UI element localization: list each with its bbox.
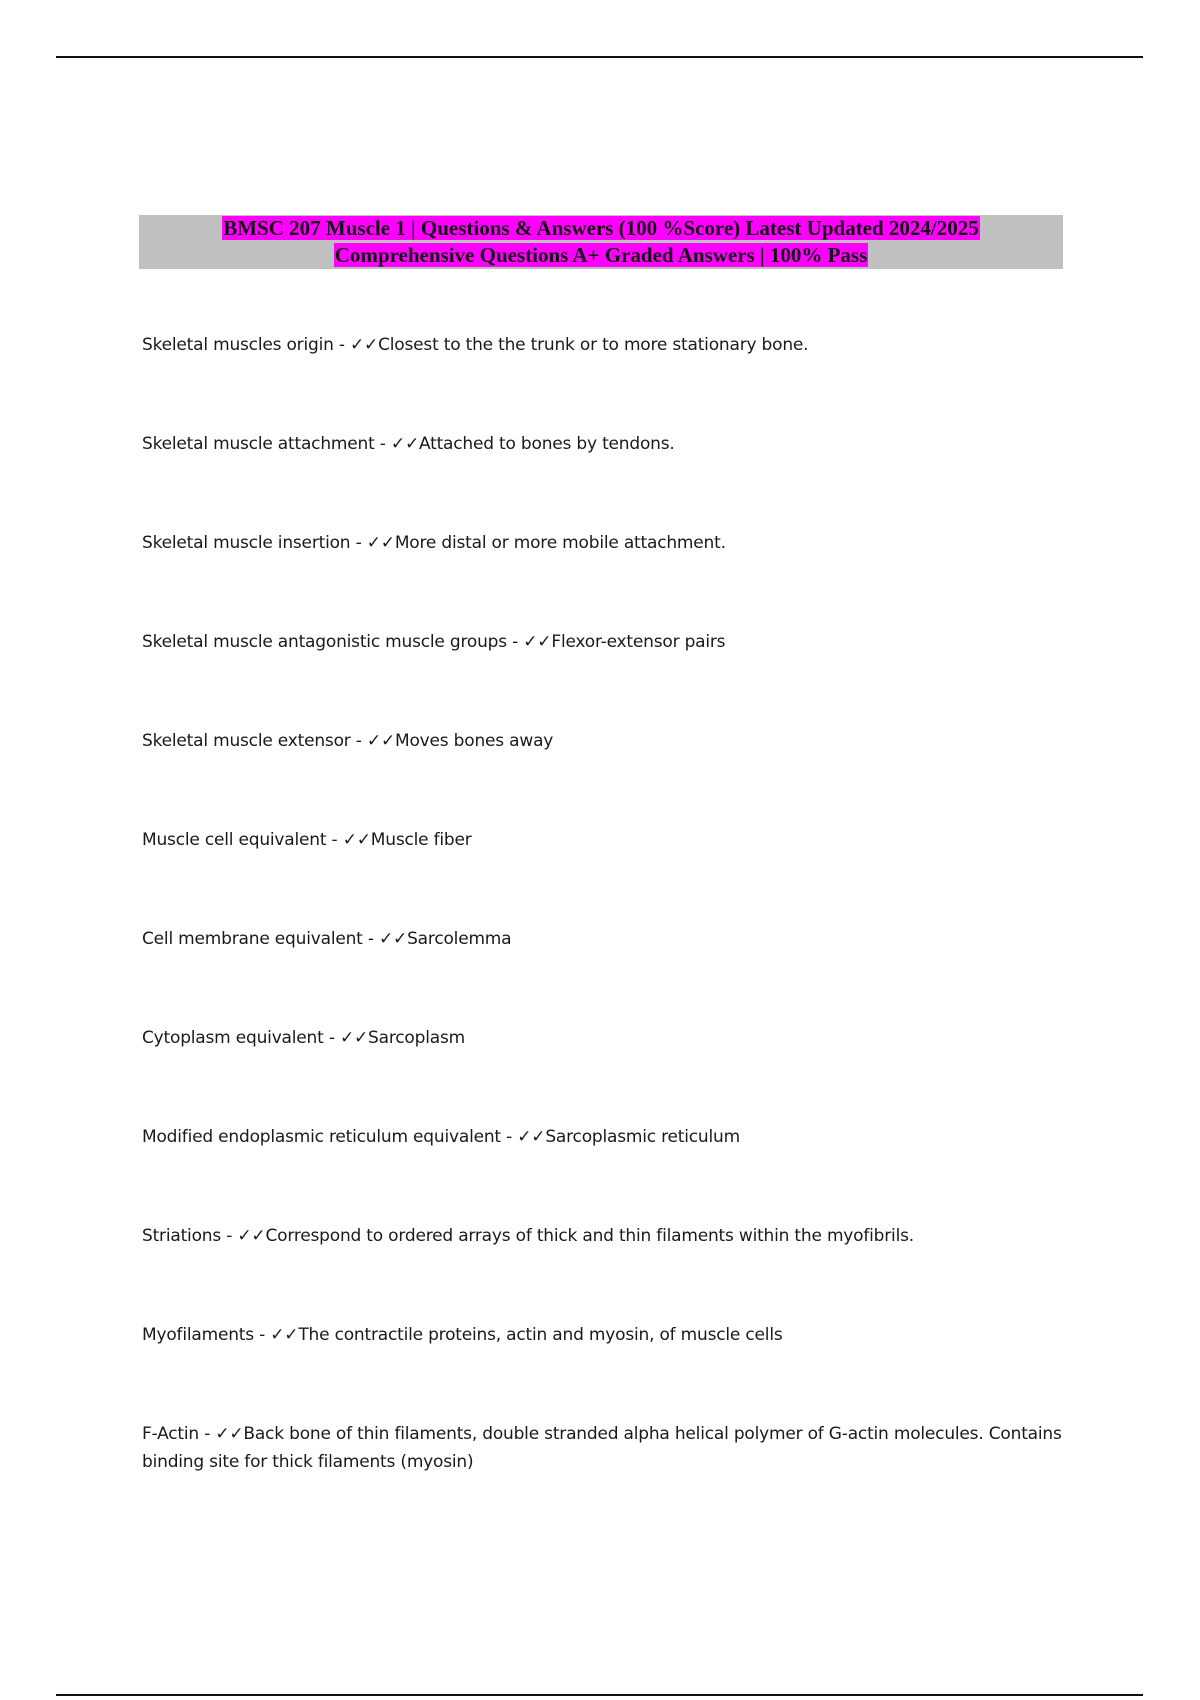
double-check-icon: ✓✓ (366, 533, 395, 553)
top-rule (56, 56, 1143, 58)
qa-answer: Flexor-extensor pairs (551, 632, 726, 652)
qa-term: Skeletal muscle extensor (142, 731, 351, 751)
qa-separator: - (350, 533, 367, 553)
qa-separator: - (350, 731, 367, 751)
qa-answer: Sarcoplasmic reticulum (545, 1127, 740, 1147)
document-title-line-2: Comprehensive Questions A+ Graded Answers | 100% Pass (334, 243, 868, 267)
double-check-icon: ✓✓ (350, 335, 379, 355)
document-title-banner (139, 215, 1063, 269)
qa-item (142, 727, 1082, 755)
qa-item (142, 1222, 1082, 1250)
qa-list (142, 331, 1082, 1547)
double-check-icon: ✓✓ (339, 1028, 369, 1048)
double-check-icon: ✓✓ (366, 731, 396, 751)
double-check-icon: ✓✓ (523, 632, 552, 652)
qa-item (142, 1123, 1082, 1151)
qa-separator: - (221, 1226, 238, 1246)
qa-item (142, 1420, 1082, 1476)
document-title-line-1: BMSC 207 Muscle 1 | Questions & Answers (100 %Score) Latest Updated 2024/2025 (223, 216, 979, 240)
qa-answer: Attached to bones by tendons. (419, 434, 675, 454)
qa-item (142, 1321, 1082, 1349)
qa-item (142, 925, 1082, 953)
qa-separator: - (374, 434, 391, 454)
qa-answer: More distal or more mobile attachment. (394, 533, 726, 553)
qa-item (142, 529, 1082, 557)
qa-term: Muscle cell equivalent (142, 830, 327, 850)
qa-item (142, 628, 1082, 656)
qa-term: Skeletal muscle antagonistic muscle groups (142, 632, 507, 652)
qa-answer: Muscle fiber (370, 830, 472, 850)
qa-term: Skeletal muscle insertion (142, 533, 351, 553)
qa-answer: Closest to the the trunk or to more stationary bone. (378, 335, 809, 355)
qa-separator: - (323, 1028, 340, 1048)
qa-term: Myofilaments (142, 1325, 254, 1345)
qa-separator: - (506, 632, 524, 652)
qa-term: Cytoplasm equivalent (142, 1028, 324, 1048)
qa-answer: Sarcoplasm (368, 1028, 465, 1048)
qa-term: Modified endoplasmic reticulum equivalent (142, 1127, 501, 1147)
double-check-icon: ✓✓ (270, 1325, 299, 1345)
qa-answer: Sarcolemma (407, 929, 512, 949)
qa-separator: - (326, 830, 343, 850)
double-check-icon: ✓✓ (237, 1226, 266, 1246)
qa-term: Skeletal muscles origin (142, 335, 334, 355)
double-check-icon: ✓✓ (342, 830, 371, 850)
qa-term: Cell membrane equivalent (142, 929, 363, 949)
qa-separator: - (500, 1127, 518, 1147)
double-check-icon: ✓✓ (215, 1424, 244, 1444)
qa-answer: Moves bones away (395, 731, 554, 751)
qa-item (142, 331, 1082, 359)
qa-term: Skeletal muscle attachment (142, 434, 375, 454)
qa-item (142, 826, 1082, 854)
qa-separator: - (198, 1424, 216, 1444)
double-check-icon: ✓✓ (390, 434, 419, 454)
qa-answer: Back bone of thin filaments, double stranded alpha helical polymer of G-actin molecules. Contains binding site for thick filaments (myosin) (142, 1424, 1062, 1472)
qa-separator: - (253, 1325, 271, 1345)
qa-separator: - (362, 929, 379, 949)
qa-separator: - (333, 335, 351, 355)
qa-answer: Correspond to ordered arrays of thick and thin filaments within the myofibrils. (265, 1226, 914, 1246)
double-check-icon: ✓✓ (517, 1127, 546, 1147)
bottom-rule (56, 1694, 1143, 1696)
qa-item (142, 1024, 1082, 1052)
double-check-icon: ✓✓ (379, 929, 408, 949)
qa-term: F-Actin (142, 1424, 199, 1444)
qa-item (142, 430, 1082, 458)
qa-answer: The contractile proteins, actin and myosin, of muscle cells (298, 1325, 783, 1345)
qa-term: Striations (142, 1226, 222, 1246)
